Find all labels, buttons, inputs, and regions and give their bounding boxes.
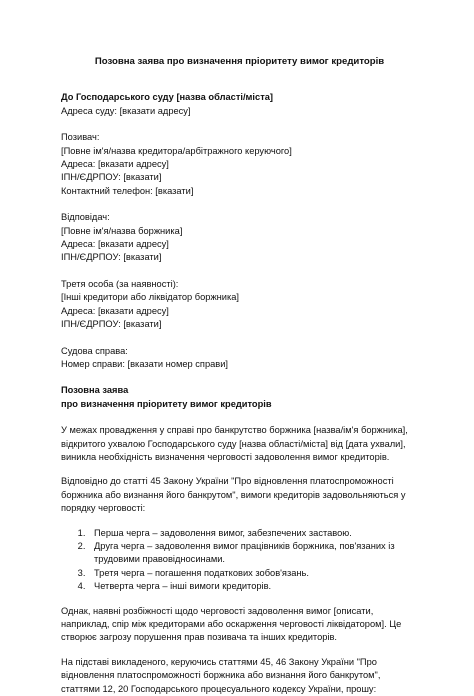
- paragraph-dispute: Однак, наявні розбіжності щодо черговості задоволення вимог [описати, наприклад, спір між кредиторами або оскарження черговості ліквідатором]. Це створює загрозу порушення прав позивача та інших кредиторів.: [61, 605, 402, 643]
- plaintiff-phone: Контактний телефон: [вказати]: [61, 185, 194, 196]
- plaintiff-code: ІПН/ЄДРПОУ: [вказати]: [61, 172, 162, 183]
- list-item: 1. Перша черга – задоволення вимог, забезпечених заставою.: [88, 527, 418, 540]
- defendant-label: Відповідач:: [61, 212, 110, 223]
- priority-list: [61, 527, 418, 594]
- third-party-label: Третя особа (за наявності):: [61, 278, 179, 289]
- plaintiff-block: [61, 131, 418, 198]
- plaintiff-address: Адреса: [вказати адресу]: [61, 159, 169, 170]
- defendant-name: [Повне ім'я/назва боржника]: [61, 225, 183, 236]
- paragraph-request: На підставі викладеного, керуючись статтями 45, 46 Закону України "Про відновлення платоспроможності боржника або визнання його банкрутом", статтями 12, 20 Господарського процесуального кодексу України, прошу:: [61, 656, 381, 694]
- third-party-address: Адреса: [вказати адресу]: [61, 305, 169, 316]
- list-item: 2. Друга черга – задоволення вимог працівників боржника, пов'язаних із трудовими правовідносинами.: [88, 540, 418, 567]
- defendant-address: Адреса: [вказати адресу]: [61, 239, 169, 250]
- document-title: Позовна заява про визначення пріоритету вимог кредиторів: [94, 56, 385, 67]
- list-item: 4. Четверта черга – інші вимоги кредиторів.: [88, 580, 418, 593]
- claim-heading: [61, 384, 418, 411]
- defendant-code: ІПН/ЄДРПОУ: [вказати]: [61, 252, 162, 263]
- claim-heading-line2: про визначення пріоритету вимог кредиторів: [61, 398, 272, 409]
- paragraph-bankruptcy-context: У межах провадження у справі про банкрутство боржника [назва/ім'я боржника], відкритого ухвалою Господарського суду [назва області/міста] від [дата ухвали], виникла необхідність визначення черговості задоволення вимог кредиторів.: [61, 425, 408, 462]
- plaintiff-label: Позивач:: [61, 132, 100, 143]
- list-item: 3. Третя черга – погашення податкових зобов'язань.: [88, 567, 418, 580]
- case-block: [61, 345, 418, 372]
- third-party-code: ІПН/ЄДРПОУ: [вказати]: [61, 319, 162, 330]
- court-heading: До Господарського суду [назва області/міста]: [61, 92, 274, 103]
- paragraph-legal-basis: Відповідно до статті 45 Закону України "Про відновлення платоспроможності боржника або визнання його банкрутом", вимоги кредиторів задовольняються у порядку черговості:: [61, 476, 406, 514]
- case-number: Номер справи: [вказати номер справи]: [61, 358, 229, 369]
- case-label: Судова справа:: [61, 345, 128, 356]
- third-party-name: [Інші кредитори або ліквідатор боржника]: [61, 292, 240, 303]
- plaintiff-name: [Повне ім'я/назва кредитора/арбітражного керуючого]: [61, 145, 292, 156]
- third-party-block: [61, 278, 418, 332]
- court-block: [61, 91, 418, 118]
- defendant-block: [61, 211, 418, 265]
- claim-heading-line1: Позовна заява: [61, 385, 129, 396]
- court-address: Адреса суду: [вказати адресу]: [61, 105, 191, 116]
